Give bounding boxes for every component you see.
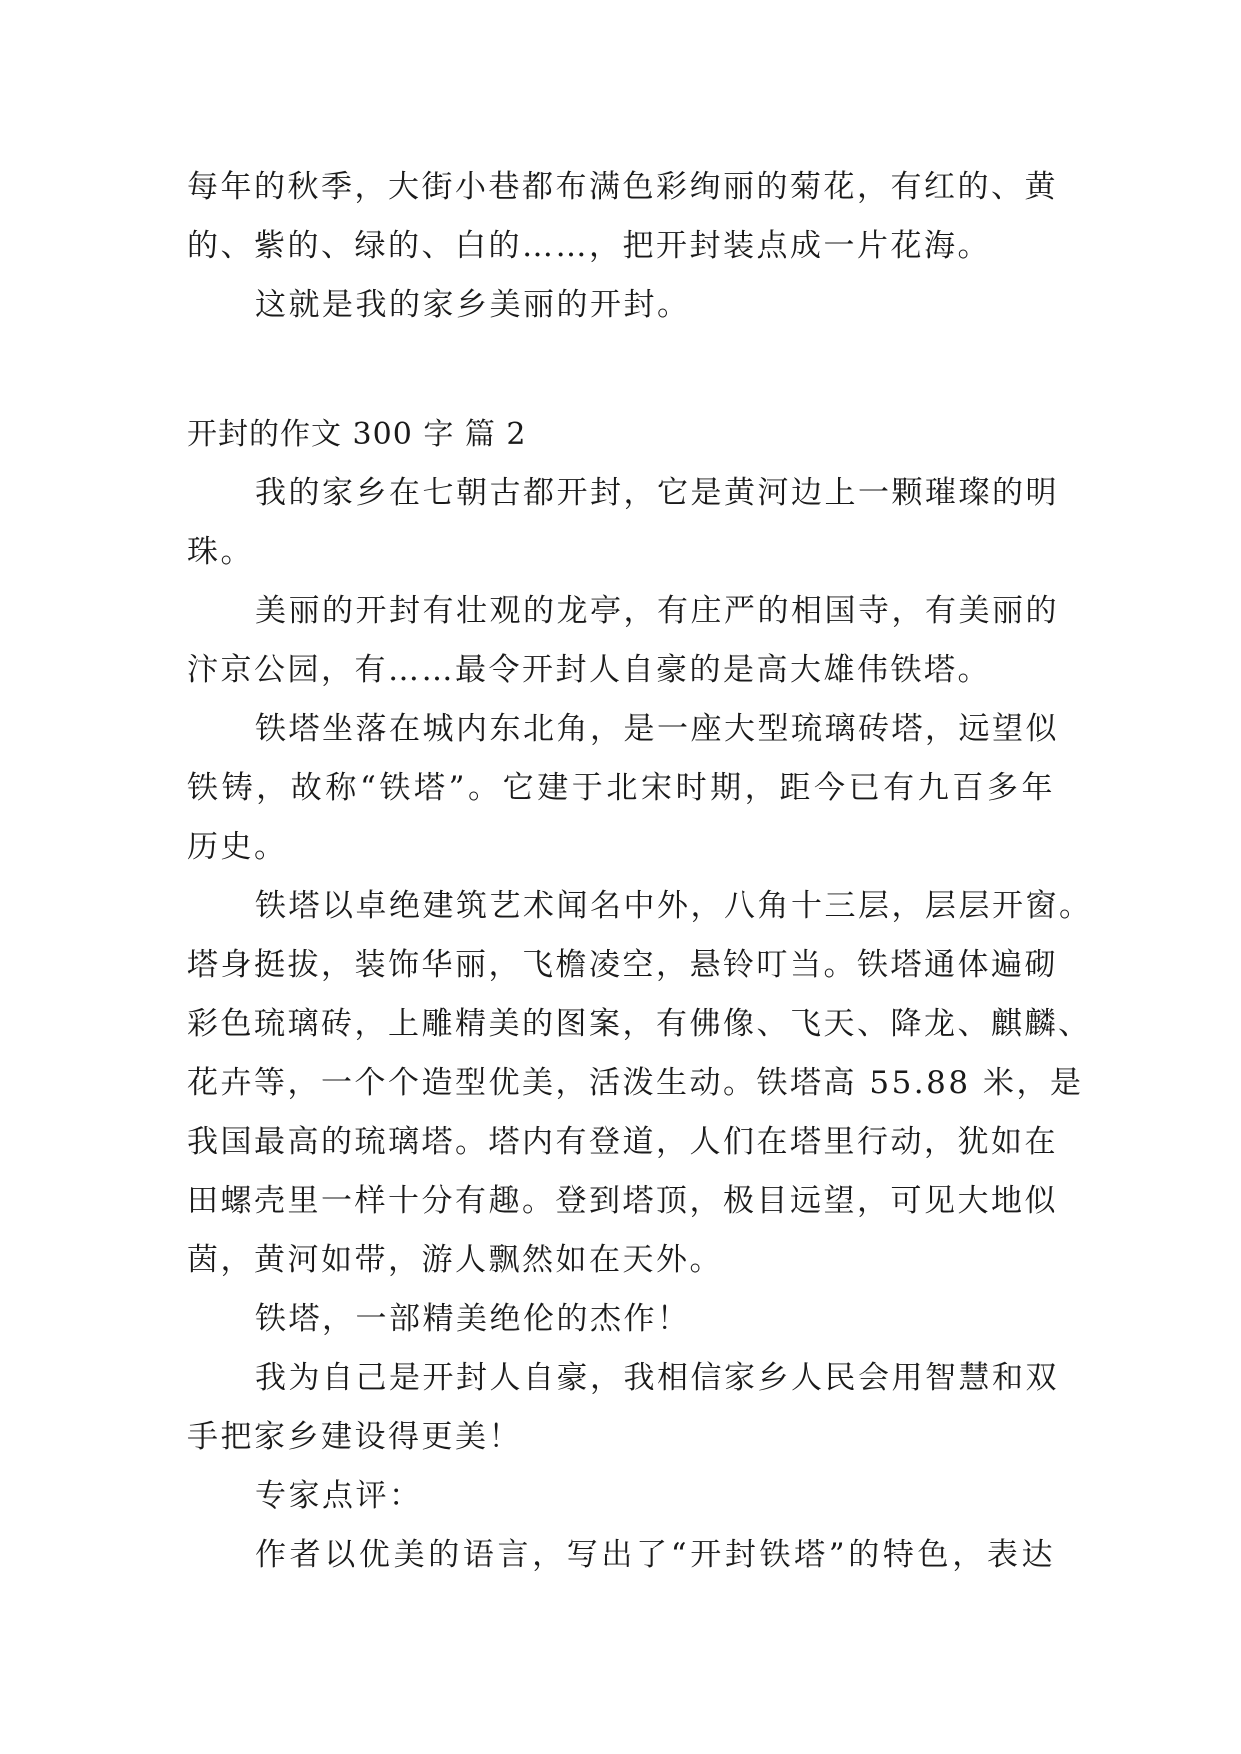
paragraph-line: 我为自己是开封人自豪，我相信家乡人民会用智慧和双 bbox=[255, 1360, 1059, 1396]
document-body bbox=[187, 158, 1093, 1585]
paragraph-line: 美丽的开封有壮观的龙亭，有庄严的相国寺，有美丽的 bbox=[255, 593, 1059, 629]
paragraph-line: 作者以优美的语言，写出了“开封铁塔”的特色，表达 bbox=[255, 1537, 1055, 1573]
paragraph-line: 我国最高的琉璃塔。塔内有登道，人们在塔里行动，犹如在 bbox=[187, 1124, 1058, 1160]
paragraph-line: 铁塔坐落在城内东北角，是一座大型琉璃砖塔，远望似 bbox=[255, 711, 1059, 747]
paragraph-line: 茵，黄河如带，游人飘然如在天外。 bbox=[187, 1242, 723, 1278]
paragraph-line: 每年的秋季，大街小巷都布满色彩绚丽的菊花，有红的、黄 bbox=[187, 169, 1058, 205]
paragraph-line: 我的家乡在七朝古都开封，它是黄河边上一颗璀璨的明 bbox=[255, 475, 1059, 511]
paragraph-line: 历史。 bbox=[187, 829, 288, 865]
paragraph-line: 塔身挺拔，装饰华丽，飞檐凌空，悬铃叮当。铁塔通体遍砌 bbox=[187, 947, 1058, 983]
paragraph-line: 田螺壳里一样十分有趣。登到塔顶，极目远望，可见大地似 bbox=[187, 1183, 1058, 1219]
paragraph-line: 珠。 bbox=[187, 534, 254, 570]
paragraph-line: 专家点评： bbox=[255, 1478, 423, 1514]
section-spacer bbox=[187, 335, 1055, 405]
paragraph-line: 铁铸，故称“铁塔”。它建于北宋时期，距今已有九百多年 bbox=[187, 770, 1055, 806]
paragraph-line: 手把家乡建设得更美！ bbox=[187, 1419, 522, 1455]
paragraph-line: 的、紫的、绿的、白的……，把开封装点成一片花海。 bbox=[187, 228, 991, 264]
paragraph-line: 铁塔，一部精美绝伦的杰作！ bbox=[255, 1301, 691, 1337]
paragraph-line: 铁塔以卓绝建筑艺术闻名中外，八角十三层，层层开窗。 bbox=[255, 888, 1093, 924]
paragraph-line: 这就是我的家乡美丽的开封。 bbox=[255, 287, 691, 323]
paragraph-line: 花卉等，一个个造型优美，活泼生动。铁塔高 55.88 米，是 bbox=[187, 1065, 1084, 1101]
paragraph-line: 彩色琉璃砖，上雕精美的图案，有佛像、飞天、降龙、麒麟、 bbox=[187, 1006, 1092, 1042]
section-heading: 开封的作文 300 字 篇 2 bbox=[187, 417, 527, 452]
paragraph-line: 汴京公园，有……最令开封人自豪的是高大雄伟铁塔。 bbox=[187, 652, 991, 688]
